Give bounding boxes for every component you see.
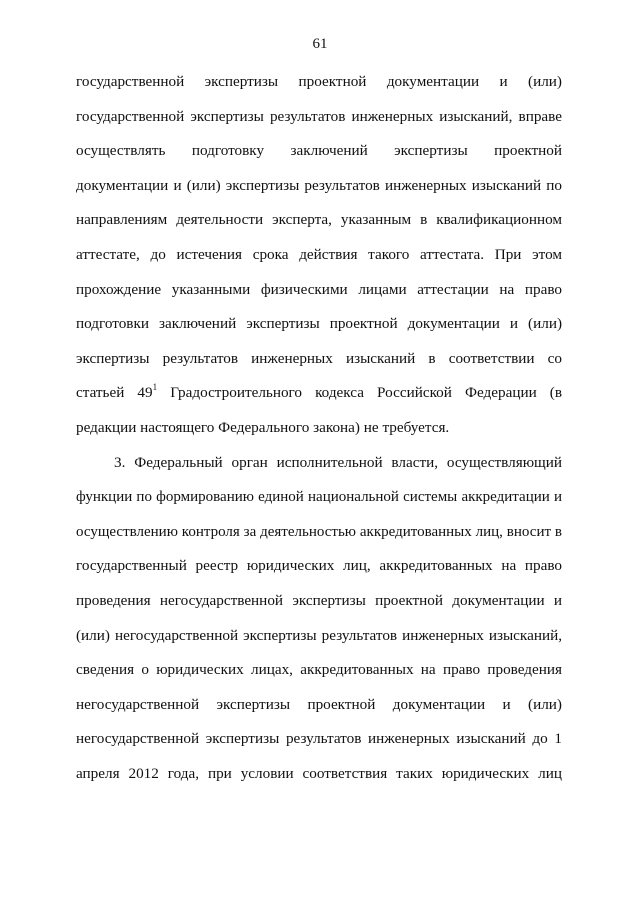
text-line: направлениям деятельности эксперта, указанным в квалификационном [76,211,562,229]
text-line: прохождение указанными физическими лицами аттестации на право [76,280,562,298]
text-line: функции по формированию единой национальной системы аккредитации и [76,489,562,506]
text-line: редакции настоящего Федерального закона) не требуется. [76,418,450,436]
text-line: документации и (или) экспертизы результатов инженерных изысканий по [76,176,562,194]
paragraph-1 [76,65,562,446]
document-body [76,65,562,791]
paragraph-2 [76,446,562,792]
article-superscript: 1 [152,382,158,393]
line-text-before-superscript: статьей 49 [76,384,153,402]
text-line: негосударственной экспертизы проектной документации и (или) [76,695,562,713]
text-line: осуществлению контроля за деятельностью аккредитованных лиц, вносит в [76,523,562,540]
text-line: сведения о юридических лицах, аккредитованных на право проведения [76,661,562,679]
line-text-after-superscript: Градостроительного кодекса Российской Федерации (в [157,384,563,402]
text-line: государственный реестр юридических лиц, аккредитованных на право [76,557,562,575]
text-line: негосударственной экспертизы результатов инженерных изысканий до 1 [76,730,562,748]
text-line: государственной экспертизы результатов инженерных изысканий, вправе [76,107,562,125]
text-line: (или) негосударственной экспертизы результатов инженерных изысканий, [76,626,562,644]
text-line-with-superscript [76,376,562,411]
text-line: подготовки заключений экспертизы проектной документации и (или) [76,315,562,333]
text-line: осуществлять подготовку заключений экспертизы проектной [76,142,562,160]
text-line: экспертизы результатов инженерных изысканий в соответствии со [76,349,562,367]
text-line: проведения негосударственной экспертизы проектной документации и [76,591,562,609]
page-number: 61 [312,36,328,52]
text-line: государственной экспертизы проектной документации и (или) [76,73,562,90]
text-line: 3. Федеральный орган исполнительной власти, осуществляющий [114,453,562,471]
text-line: аттестате, до истечения срока действия такого аттестата. При этом [76,245,562,263]
text-line: апреля 2012 года, при условии соответствия таких юридических лиц [76,764,562,782]
